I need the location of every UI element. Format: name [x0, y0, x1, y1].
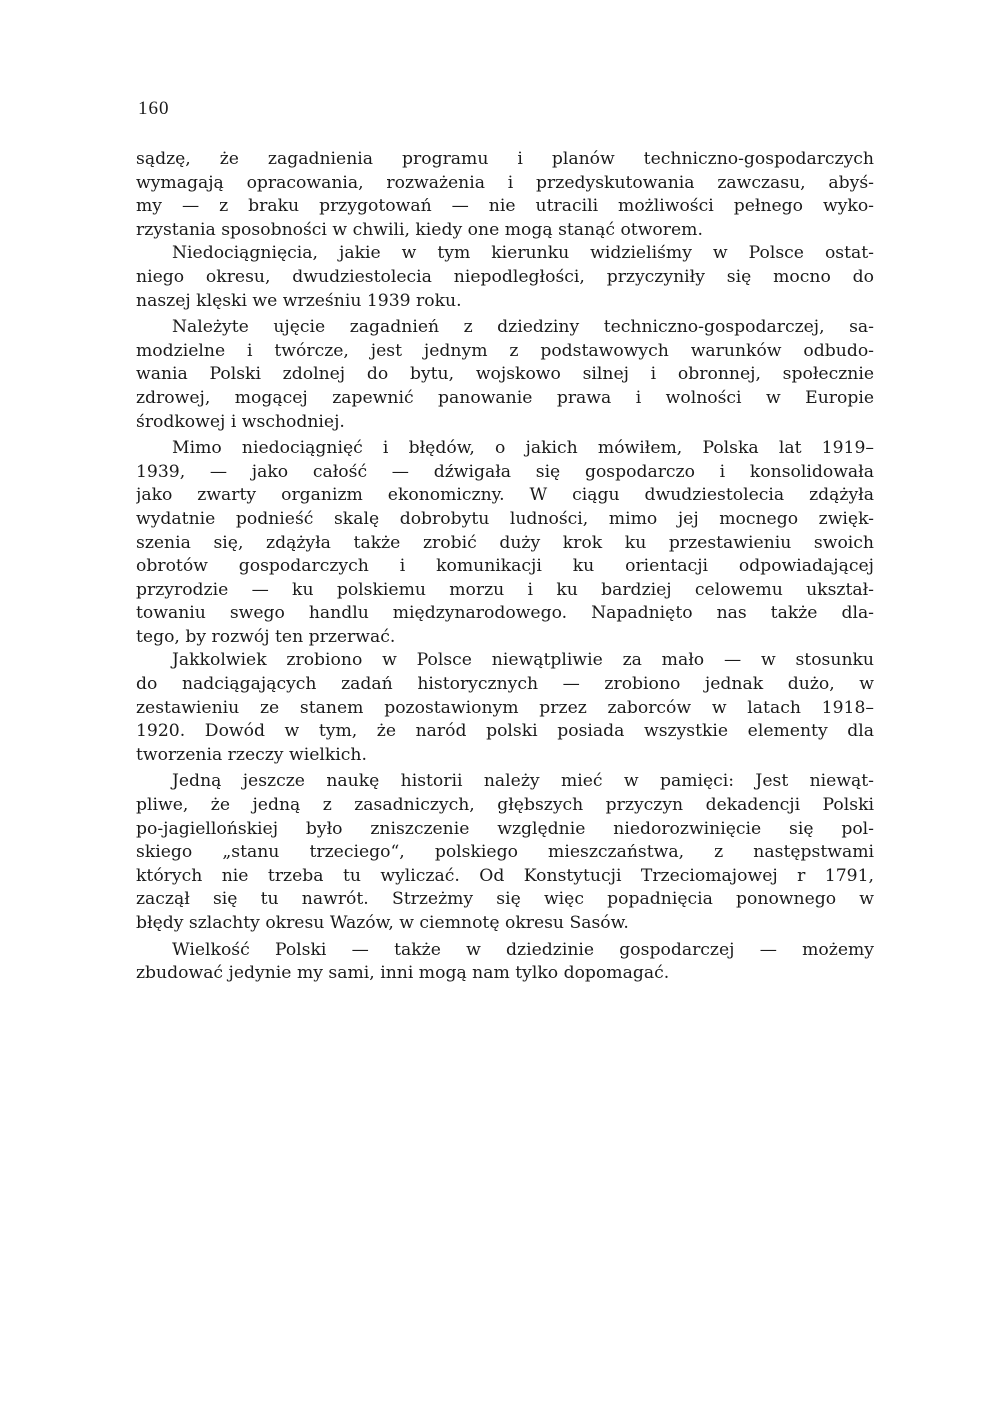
text-line: naszej klęski we wrześniu 1939 roku. — [136, 290, 462, 311]
text-line: wydatnie podnieść skalę dobrobytu ludności, mimo jej mocnego zwięk- — [136, 508, 874, 529]
paragraph-5 — [136, 649, 874, 767]
text-line: przyrodzie — ku polskiemu morzu i ku bardziej celowemu ukształ- — [136, 579, 874, 600]
paragraph-1 — [136, 148, 874, 242]
text-line: wania Polski zdolnej do bytu, wojskowo silnej i obronnej, społecznie — [136, 364, 874, 385]
text-line: modzielne i twórcze, jest jednym z podstawowych warunków odbudo- — [136, 340, 874, 361]
text-line: rzystania sposobności w chwili, kiedy one mogą stanąć otworem. — [136, 219, 703, 240]
page-number: 160 — [138, 98, 170, 119]
text-line: Niedociągnięcia, jakie w tym kierunku widzieliśmy w Polsce ostat- — [172, 243, 874, 264]
text-line: Jedną jeszcze naukę historii należy mieć w pamięci: Jest niewąt- — [172, 771, 874, 792]
paragraph-7 — [136, 939, 874, 986]
text-line: pliwe, że jedną z zasadniczych, głębszych przyczyn dekadencji Polski — [136, 795, 874, 816]
text-line: Mimo niedociągnięć i błędów, o jakich mówiłem, Polska lat 1919– — [172, 438, 874, 459]
body-text — [136, 148, 874, 986]
paragraph-2 — [136, 242, 874, 313]
paragraph-6 — [136, 770, 874, 935]
text-line: 1920. Dowód w tym, że naród polski posiada wszystkie elementy dla — [136, 721, 874, 742]
text-line: skiego „stanu trzeciego“, polskiego mieszczaństwa, z następstwami — [136, 842, 874, 863]
text-line: obrotów gospodarczych i komunikacji ku orientacji odpowiadającej — [136, 556, 874, 577]
text-line: zdrowej, mogącej zapewnić panowanie prawa i wolności w Europie — [136, 387, 874, 408]
text-line: błędy szlachty okresu Wazów, w ciemnotę okresu Sasów. — [136, 913, 629, 933]
text-line: tego, by rozwój ten przerwać. — [136, 626, 396, 647]
text-line: towaniu swego handlu międzynarodowego. Napadnięto nas także dla- — [136, 603, 874, 624]
text-line: zaczął się tu nawrót. Strzeżmy się więc popadnięcia ponownego w — [136, 889, 874, 910]
text-line: po-jagiellońskiej było zniszczenie względnie niedorozwinięcie się pol- — [136, 818, 874, 839]
text-line: środkowej i wschodniej. — [136, 411, 345, 432]
paragraph-3 — [136, 316, 874, 434]
text-line: Wielkość Polski — także w dziedzinie gospodarczej — możemy — [172, 939, 874, 960]
text-line: my — z braku przygotowań — nie utracili możliwości pełnego wyko- — [136, 196, 874, 217]
text-line: sądzę, że zagadnienia programu i planów techniczno-gospodarczych — [136, 149, 874, 169]
text-line: tworzenia rzeczy wielkich. — [136, 744, 367, 765]
paragraph-4 — [136, 437, 874, 649]
text-line: Należyte ujęcie zagadnień z dziedziny techniczno-gospodarczej, sa- — [172, 317, 874, 338]
text-line: 1939, — jako całość — dźwigała się gospodarczo i konsolidowała — [136, 461, 874, 482]
text-line: zbudować jedynie my sami, inni mogą nam tylko dopomagać. — [136, 963, 670, 984]
text-line: których nie trzeba tu wyliczać. Od Konstytucji Trzeciomajowej r 1791, — [136, 865, 874, 886]
text-line: niego okresu, dwudziestolecia niepodległości, przyczyniły się mocno do — [136, 266, 874, 287]
text-line: do nadciągających zadań historycznych — zrobiono jednak dużo, w — [136, 674, 874, 695]
text-line: jako zwarty organizm ekonomiczny. W ciągu dwudziestolecia zdążyła — [136, 485, 874, 506]
text-line: Jakkolwiek zrobiono w Polsce niewątpliwie za mało — w stosunku — [172, 650, 874, 671]
text-line: zestawieniu ze stanem pozostawionym przez zaborców w latach 1918– — [136, 697, 874, 718]
text-line: wymagają opracowania, rozważenia i przedyskutowania zawczasu, abyś- — [136, 172, 874, 193]
text-line: szenia się, zdążyła także zrobić duży krok ku przestawieniu swoich — [136, 532, 874, 553]
